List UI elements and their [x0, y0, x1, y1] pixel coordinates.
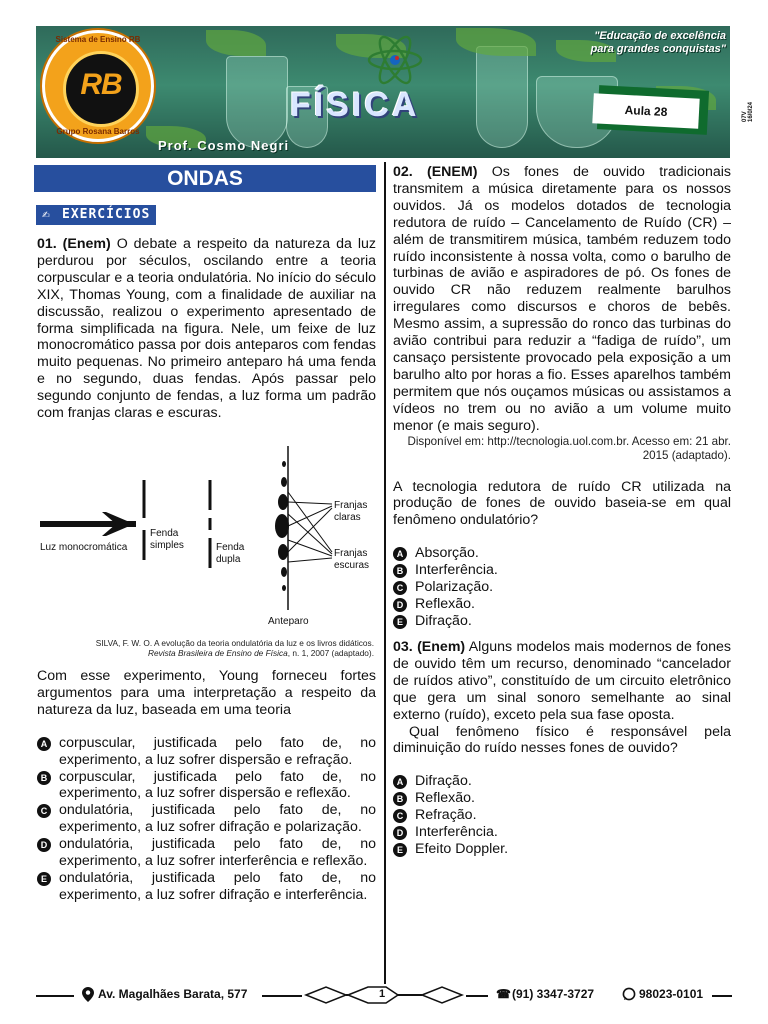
address: Av. Magalhães Barata, 577: [98, 987, 248, 1001]
question-2-options: [393, 545, 731, 630]
atom-icon: [366, 34, 424, 91]
whatsapp-number: 98023-0101: [639, 987, 704, 1001]
option-d-badge: D: [393, 826, 407, 840]
document-code: 07V 16/0/24: [742, 101, 754, 122]
question-2-source: Disponível em: http://tecnologia.uol.com.br. Acesso em: 21 abr. 2015 (adaptado).: [407, 434, 731, 462]
young-experiment-figure: [36, 440, 376, 636]
dark-fringes-label-2: escuras: [334, 560, 370, 571]
option-e[interactable]: E Difração.: [393, 613, 731, 630]
option-d-badge: D: [393, 598, 407, 612]
question-3-text: 03. (Enem) Alguns modelos mais modernos de fones de ouvido têm um recurso, denominado “cancelador de ruídos ativo”, constituído de um circuito eletrônico que gera um sinal sonoro semelhante ao sinal externo (ruído), exceto pela sua fase oposta.: [393, 639, 731, 723]
option-e[interactable]: E ondulatória, justificada pelo fato de, no experimento, a luz sofrer difração e interferência.: [37, 870, 376, 904]
question-1-text: 01. (Enem) O debate a respeito da natureza da luz perdurou por séculos, oscilando entre a teoria corpuscular e a teoria ondulatória. No início do século XIX, Thomas Young, com a finalidade de auxiliar na discussão, realizou o experimento apresentado de forma simplificada na figura. Nele, um feixe de luz monocromático passa por dois anteparos com fendas muito pequenas. No primeiro anteparo há uma fenda e no segundo, duas fendas. Após passar pelo segundo conjunto de fendas, a luz forma um padrão com franjas claras e escuras.: [37, 236, 376, 422]
whatsapp-icon: [622, 987, 636, 1004]
option-e-badge: E: [393, 843, 407, 857]
subject-title: FÍSICA: [290, 86, 420, 124]
school-logo: Sistema de Ensino RB RB Grupo Rosana Barros: [42, 30, 154, 142]
figure-caption: SILVA, F. W. O. A evolução da teoria ondulatória da luz e os livros didáticos. Revista Brasileira de Ensino de Física, n. 1, 2007 (adaptado).: [95, 638, 374, 658]
option-e-badge: E: [37, 872, 51, 886]
option-c-badge: C: [393, 809, 407, 823]
slogan: "Educação de excelência para grandes conquistas": [590, 30, 726, 55]
question-1-continued: [37, 668, 376, 904]
option-b[interactable]: B corpuscular, justificada pelo fato de, no experimento, a luz sofrer dispersão e reflexão.: [37, 769, 376, 803]
question-3: [393, 639, 731, 858]
single-slit-label-2: simples: [150, 540, 184, 551]
option-c[interactable]: C ondulatória, justificada pelo fato de, no experimento, a luz sofrer difração e polarização.: [37, 802, 376, 836]
option-e-badge: E: [393, 615, 407, 629]
column-divider: [384, 162, 386, 984]
question-2-text: 02. (ENEM) Os fones de ouvido tradicionais transmitem a música diretamente para os nossos ouvidos. Já os modelos dotados de tecnologia redutora de ruído – Cancelamento de Ruído (CR) – além de transmitirem música, também reduzem todo ruído inconsistente à nossa volta, como o barulho de turbinas de avião e aspiradores de pó. Os fones de ouvido CR não reduzem realmente barulhos irregulares como discursos e choros de bebês. Mesmo assim, a supressão do ronco das turbinas do avião contribui para reduzir a “fadiga de ruído”, um cansaço persistente provocado pela exposição a um barulho alto por horas a fio. Esses aparelhos também permitem que nós ouçamos músicas ou assistamos a vídeos no trem ou no avião a um volume muito menor (e mais seguro).: [393, 164, 731, 434]
question-2-prompt: A tecnologia redutora de ruído CR utilizada na produção de fones de ouvido baseia-se em qual fenômeno ondulatório?: [393, 478, 731, 529]
option-d-badge: D: [37, 838, 51, 852]
phone-icon: ☎: [496, 987, 511, 1001]
page-number: 1: [378, 988, 386, 1000]
option-a[interactable]: A Absorção.: [393, 545, 731, 562]
option-c[interactable]: C Polarização.: [393, 579, 731, 596]
pencil-icon: ✍: [42, 207, 51, 222]
screen-label: Anteparo: [268, 616, 309, 627]
lesson-badge: Aula 28: [592, 93, 699, 129]
question-1-options: [37, 735, 376, 904]
double-slit-label-2: dupla: [216, 554, 241, 565]
single-slit-label-1: Fenda: [150, 528, 179, 539]
question-3-options: [393, 773, 731, 858]
option-b-badge: B: [37, 771, 51, 785]
double-slit-label-1: Fenda: [216, 542, 245, 553]
bright-fringes-label-2: claras: [334, 512, 361, 523]
option-b-badge: B: [393, 792, 407, 806]
option-d[interactable]: D Interferência.: [393, 824, 731, 841]
professor-name: Prof. Cosmo Negri: [158, 138, 290, 153]
footer: [36, 984, 732, 1006]
option-a-badge: A: [37, 737, 51, 751]
option-d[interactable]: D ondulatória, justificada pelo fato de, no experimento, a luz sofrer interferência e reflexão.: [37, 836, 376, 870]
option-c-badge: C: [37, 804, 51, 818]
option-c[interactable]: C Refração.: [393, 807, 731, 824]
option-a[interactable]: A corpuscular, justificada pelo fato de, no experimento, a luz sofrer dispersão e refração.: [37, 735, 376, 769]
bright-fringes-label-1: Franjas: [334, 500, 368, 511]
option-b-badge: B: [393, 564, 407, 578]
option-a-badge: A: [393, 775, 407, 789]
phone-number: (91) 3347-3727: [512, 987, 595, 1001]
exercises-label: ✍ EXERCÍCIOS: [36, 205, 156, 225]
option-a[interactable]: A Difração.: [393, 773, 731, 790]
option-b[interactable]: B Reflexão.: [393, 790, 731, 807]
question-1-prompt: Com esse experimento, Young forneceu fortes argumentos para uma interpretação a respeito da natureza da luz, baseada em uma teoria: [37, 668, 376, 718]
option-c-badge: C: [393, 581, 407, 595]
light-label: Luz monocromática: [40, 542, 128, 553]
question-2: [393, 164, 731, 630]
option-d[interactable]: D Reflexão.: [393, 596, 731, 613]
question-1: [37, 236, 376, 422]
location-pin-icon: [82, 987, 94, 1005]
option-e[interactable]: E Efeito Doppler.: [393, 841, 731, 858]
option-b[interactable]: B Interferência.: [393, 562, 731, 579]
dark-fringes-label-1: Franjas: [334, 548, 368, 559]
section-title: ONDAS: [34, 165, 376, 192]
option-a-badge: A: [393, 547, 407, 561]
question-3-prompt: Qual fenômeno físico é responsável pela diminuição do ruído nesses fones de ouvido?: [393, 723, 731, 757]
